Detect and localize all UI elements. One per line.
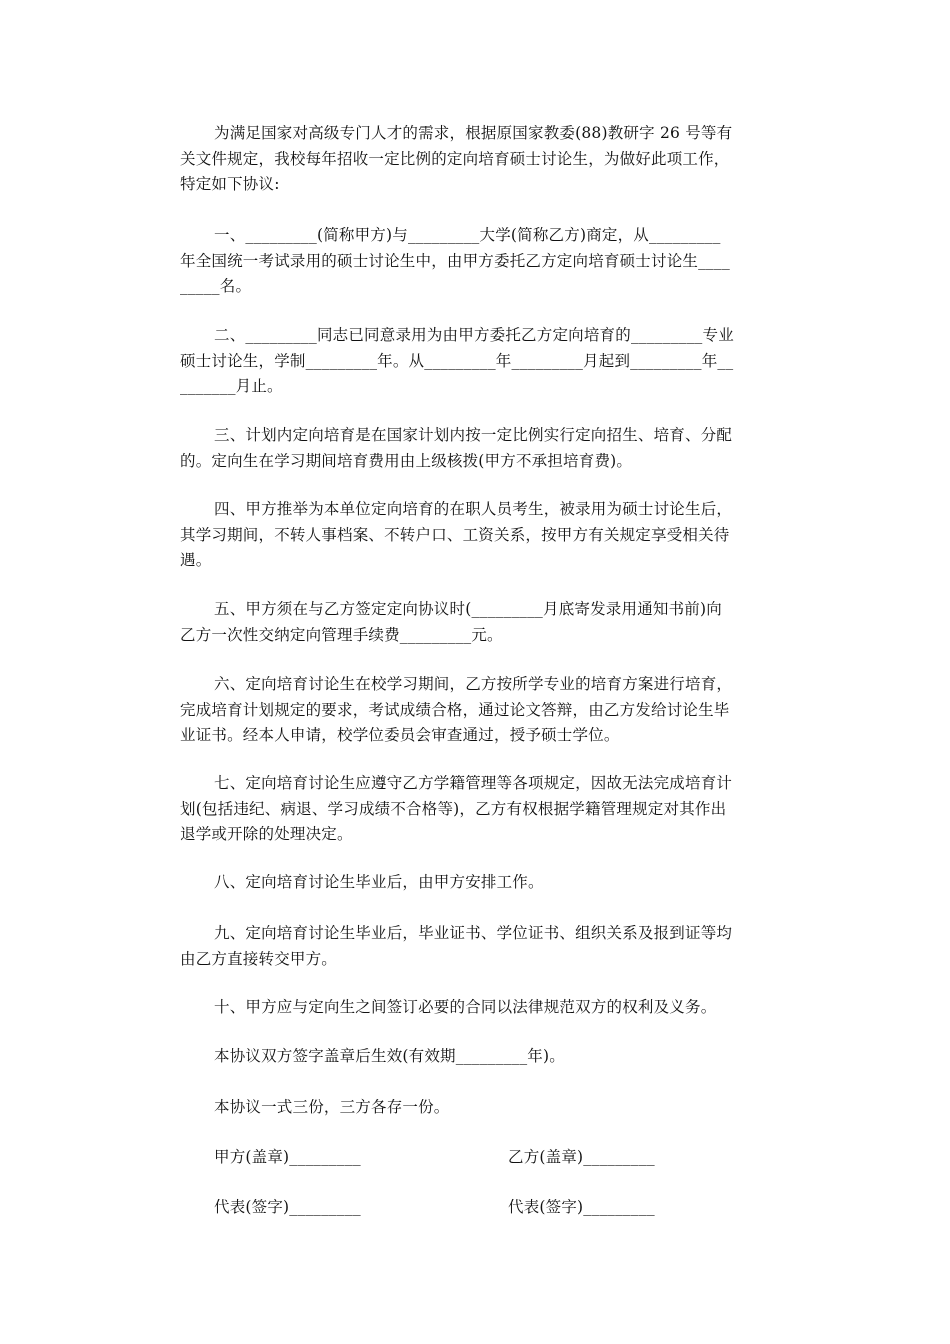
party-b-seal-line: 乙方(盖章)_________	[508, 1148, 655, 1166]
paragraph-line: 其学习期间，不转人事档案、不转户口、工资关系，按甲方有关规定享受相关待	[180, 525, 730, 544]
clause-4	[180, 497, 772, 574]
paragraph-line: _____名。	[180, 277, 252, 295]
clause-9	[180, 921, 772, 972]
paragraph-line: 九、定向培育讨论生毕业后，毕业证书、学位证书、组织关系及报到证等均	[214, 924, 733, 942]
paragraph-line: 关文件规定，我校每年招收一定比例的定向培育硕士讨论生，为做好此项工作，	[180, 149, 730, 168]
clause-6	[180, 672, 772, 749]
clause-8	[180, 870, 772, 896]
clause-7	[180, 771, 772, 848]
paragraph-line: 三、计划内定向培育是在国家计划内按一定比例实行定向招生、培育、分配	[214, 426, 733, 444]
paragraph-line: 二、_________同志已同意录用为由甲方委托乙方定向培育的_________专业	[214, 326, 734, 344]
paragraph-line: 四、甲方推举为本单位定向培育的在职人员考生，被录用为硕士讨论生后，	[214, 500, 733, 518]
paragraph-line: 八、定向培育讨论生毕业后，由甲方安排工作。	[214, 873, 544, 891]
clause-2	[180, 323, 772, 400]
paragraph-line: 七、定向培育讨论生应遵守乙方学籍管理等各项规定，因故无法完成培育计	[214, 774, 733, 792]
party-a-representative-line: 代表(签字)_________	[214, 1198, 361, 1216]
intro-paragraph	[180, 121, 772, 198]
paragraph-line: 的。定向生在学习期间培育费用由上级核拨(甲方不承担培育费)。	[180, 451, 633, 470]
clause-1	[180, 223, 772, 300]
paragraph-line: 本协议一式三份，三方各存一份。	[214, 1098, 450, 1116]
paragraph-line: 五、甲方须在与乙方签定定向协议时(_________月底寄发录用通知书前)向	[214, 600, 722, 618]
paragraph-line: 本协议双方签字盖章后生效(有效期_________年)。	[214, 1047, 565, 1065]
paragraph-line: 划(包括违纪、病退、学习成绩不合格等)，乙方有权根据学籍管理规定对其作出	[180, 799, 727, 818]
paragraph-line: 十、甲方应与定向生之间签订必要的合同以法律规范双方的权利及义务。	[214, 998, 717, 1016]
clause-10	[180, 995, 772, 1021]
paragraph-line: _______月止。	[180, 377, 283, 395]
paragraph-line: 为满足国家对高级专门人才的需求，根据原国家教委(88)教研字 26 号等有	[214, 124, 733, 142]
paragraph-line: 年全国统一考试录用的硕士讨论生中，由甲方委托乙方定向培育硕士讨论生____	[180, 251, 730, 270]
party-a-seal-line: 甲方(盖章)_________	[214, 1148, 361, 1166]
validity-paragraph	[180, 1044, 772, 1070]
paragraph-line: 业证书。经本人申请，校学位委员会审查通过，授予硕士学位。	[180, 726, 620, 744]
paragraph-line: 由乙方直接转交甲方。	[180, 949, 338, 968]
copies-paragraph	[180, 1095, 772, 1121]
paragraph-line: 一、_________(简称甲方)与_________大学(简称乙方)商定，从_________	[214, 226, 721, 244]
paragraph-line: 六、定向培育讨论生在校学习期间，乙方按所学专业的培育方案进行培育，	[214, 675, 733, 693]
paragraph-line: 乙方一次性交纳定向管理手续费_________元。	[180, 625, 503, 644]
paragraph-line: 退学或开除的处理决定。	[180, 825, 353, 843]
party-b-representative-line: 代表(签字)_________	[508, 1198, 655, 1216]
paragraph-line: 特定如下协议:	[180, 175, 280, 193]
paragraph-line: 遇。	[180, 551, 212, 569]
paragraph-line: 完成培育计划规定的要求，考试成绩合格，通过论文答辩，由乙方发给讨论生毕	[180, 700, 730, 719]
clause-5	[180, 597, 772, 648]
clause-3	[180, 423, 772, 474]
paragraph-line: 硕士讨论生，学制_________年。从_________年_________月起到_________年__	[180, 351, 734, 370]
